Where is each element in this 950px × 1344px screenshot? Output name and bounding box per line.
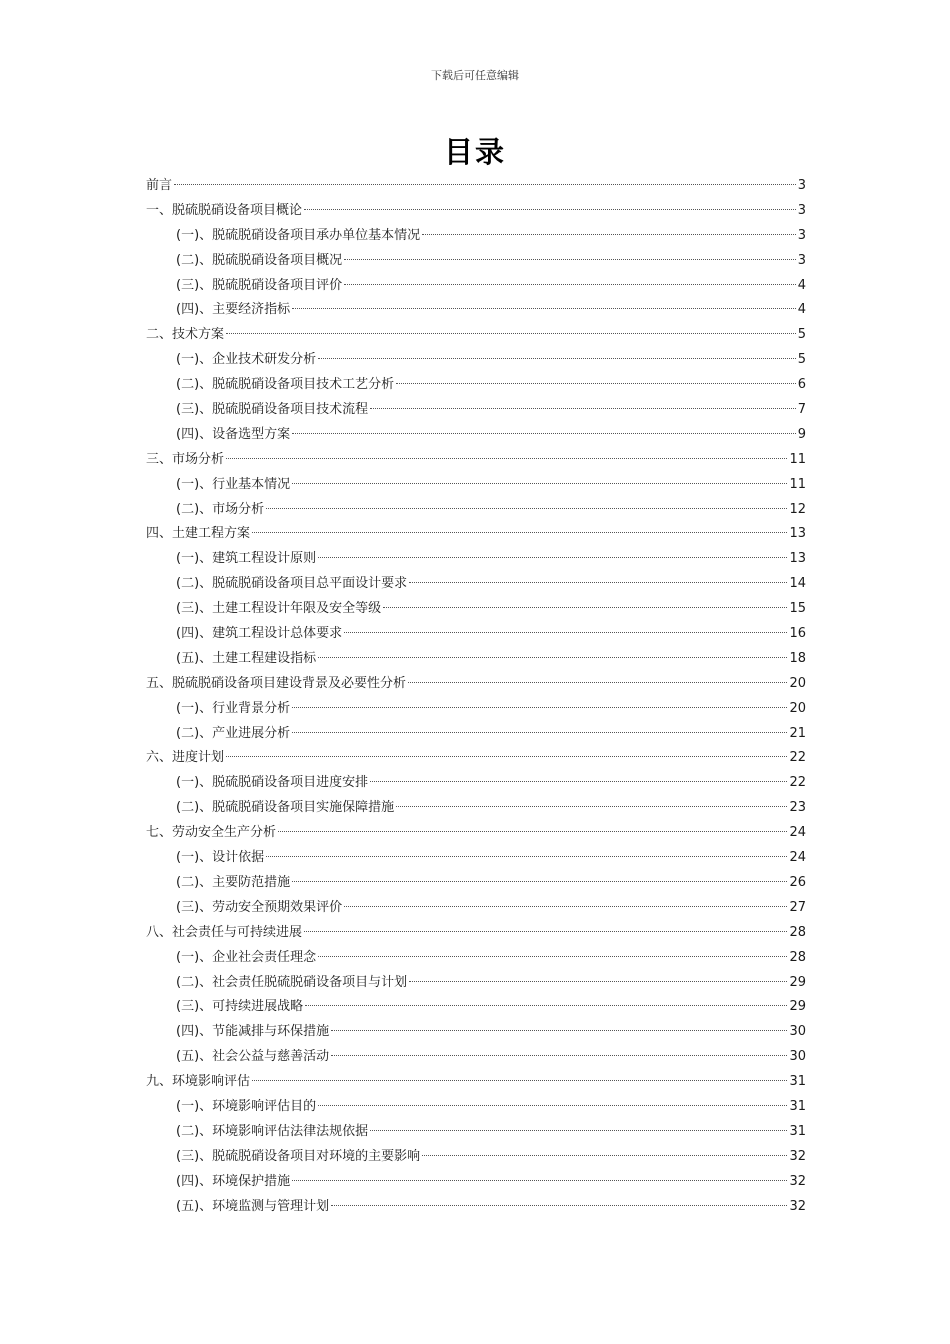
toc-dot-leader [331,1205,787,1206]
toc-section-entry[interactable] [146,1020,806,1045]
toc-section-entry[interactable] [146,771,806,796]
toc-dot-leader [318,358,796,359]
toc-entry-label: (四)、环境保护措施 [176,1173,291,1189]
toc-entry-page-number: 11 [789,476,806,492]
toc-dot-leader [292,732,787,733]
toc-dot-leader [344,632,787,633]
toc-entry-label: (二)、市场分析 [176,501,265,517]
toc-entry-label: (三)、劳动安全预期效果评价 [176,899,343,915]
toc-entry-page-number: 32 [789,1173,806,1189]
toc-dot-leader [292,881,787,882]
toc-entry-label: (二)、脱硫脱硝设备项目技术工艺分析 [176,377,395,393]
toc-entry-page-number: 3 [797,227,806,243]
toc-section-entry[interactable] [146,1145,806,1170]
toc-entry-page-number: 28 [789,949,806,965]
toc-entry-page-number: 20 [789,675,806,691]
toc-entry-page-number: 3 [797,178,806,193]
toc-entry-label: 六、进度计划 [146,750,225,766]
toc-dot-leader [331,1055,787,1056]
toc-entry-label: (一)、环境影响评估目的 [176,1098,317,1114]
toc-dot-leader [304,209,796,210]
toc-dot-leader [278,831,787,832]
toc-dot-leader [331,1030,787,1031]
toc-entry-page-number: 6 [797,377,806,393]
toc-dot-leader [292,1180,787,1181]
toc-section-entry[interactable] [146,348,806,373]
toc-entry-page-number: 5 [797,327,806,343]
toc-dot-leader [226,756,787,757]
toc-entry-label: 九、环境影响评估 [146,1074,251,1090]
toc-entry-label: (二)、脱硫脱硝设备项目总平面设计要求 [176,576,408,592]
toc-chapter-entry[interactable] [146,921,806,946]
toc-entry-page-number: 13 [789,526,806,542]
toc-entry-page-number: 4 [797,302,806,318]
toc-entry-page-number: 3 [797,252,806,268]
toc-entry-label: 前言 [146,178,173,193]
toc-dot-leader [409,582,787,583]
toc-section-entry[interactable] [146,1170,806,1195]
toc-section-entry[interactable] [146,971,806,996]
toc-entry-page-number: 11 [789,451,806,467]
toc-entry-page-number: 22 [789,750,806,766]
toc-section-entry[interactable] [146,423,806,448]
toc-entry-page-number: 16 [789,626,806,642]
toc-chapter-entry[interactable] [146,746,806,771]
toc-entry-page-number: 5 [797,352,806,368]
toc-entry-page-number: 3 [797,202,806,218]
toc-section-entry[interactable] [146,697,806,722]
toc-entry-label: (一)、脱硫脱硝设备项目进度安排 [176,775,369,791]
toc-section-entry[interactable] [146,274,806,299]
toc-section-entry[interactable] [146,647,806,672]
toc-entry-label: (二)、社会责任脱硫脱硝设备项目与计划 [176,974,408,990]
table-of-contents [146,174,806,1219]
toc-entry-label: 五、脱硫脱硝设备项目建设背景及必要性分析 [146,675,407,691]
toc-chapter-entry[interactable] [146,1070,806,1095]
toc-section-entry[interactable] [146,946,806,971]
toc-entry-label: (四)、设备选型方案 [176,426,291,442]
toc-entry-label: (二)、脱硫脱硝设备项目概况 [176,252,343,268]
toc-dot-leader [292,433,796,434]
toc-section-entry[interactable] [146,796,806,821]
toc-entry-page-number: 12 [789,501,806,517]
toc-entry-label: (一)、企业社会责任理念 [176,949,317,965]
toc-entry-label: (四)、主要经济指标 [176,302,291,318]
toc-entry-page-number: 30 [789,1049,806,1065]
toc-entry-label: (五)、环境监测与管理计划 [176,1198,330,1214]
toc-entry-page-number: 4 [797,277,806,293]
toc-section-entry[interactable] [146,547,806,572]
toc-entry-page-number: 7 [797,402,806,418]
toc-chapter-entry[interactable] [146,672,806,697]
toc-entry-label: (三)、脱硫脱硝设备项目评价 [176,277,343,293]
toc-dot-leader [318,657,787,658]
toc-dot-leader [304,931,787,932]
toc-entry-label: (五)、社会公益与慈善活动 [176,1049,330,1065]
toc-chapter-entry[interactable] [146,448,806,473]
toc-entry-label: (二)、环境影响评估法律法规依据 [176,1123,369,1139]
toc-entry-label: (三)、土建工程设计年限及安全等级 [176,601,382,617]
toc-entry-label: (二)、产业进展分析 [176,725,291,741]
page-header-note: 下载后可任意编辑 [431,69,519,82]
toc-section-entry[interactable] [146,597,806,622]
toc-entry-page-number: 23 [789,800,806,816]
toc-entry-page-number: 28 [789,924,806,940]
toc-entry-label: 八、社会责任与可持续进展 [146,924,303,940]
toc-entry-page-number: 13 [789,551,806,567]
toc-entry-page-number: 32 [789,1198,806,1214]
toc-entry-page-number: 24 [789,825,806,841]
toc-section-entry[interactable] [146,846,806,871]
toc-entry-label: (一)、行业背景分析 [176,700,291,716]
toc-section-entry[interactable] [146,224,806,249]
toc-chapter-entry[interactable] [146,821,806,846]
toc-entry-label: (一)、建筑工程设计原则 [176,551,317,567]
toc-entry-label: 七、劳动安全生产分析 [146,825,277,841]
toc-entry-page-number: 14 [789,576,806,592]
toc-entry-label: 二、技术方案 [146,327,225,343]
toc-dot-leader [318,1105,787,1106]
toc-dot-leader [226,458,787,459]
toc-entry-page-number: 21 [789,725,806,741]
toc-entry-page-number: 29 [789,999,806,1015]
toc-chapter-entry[interactable] [146,323,806,348]
toc-dot-leader [344,259,796,260]
toc-section-entry[interactable] [146,995,806,1020]
toc-section-entry[interactable] [146,1095,806,1120]
toc-dot-leader [422,1155,787,1156]
toc-section-entry[interactable] [146,1045,806,1070]
toc-dot-leader [318,557,787,558]
toc-entry-page-number: 29 [789,974,806,990]
toc-entry-page-number: 31 [789,1123,806,1139]
toc-dot-leader [422,234,796,235]
toc-dot-leader [292,707,787,708]
toc-section-entry[interactable] [146,1195,806,1220]
toc-chapter-entry[interactable] [146,174,806,199]
toc-entry-page-number: 9 [797,426,806,442]
toc-dot-leader [252,532,787,533]
toc-dot-leader [305,1005,787,1006]
toc-entry-page-number: 26 [789,874,806,890]
toc-dot-leader [396,383,796,384]
toc-entry-page-number: 30 [789,1024,806,1040]
toc-chapter-entry[interactable] [146,522,806,547]
toc-dot-leader [370,408,796,409]
toc-section-entry[interactable] [146,871,806,896]
toc-dot-leader [409,981,787,982]
toc-entry-label: (五)、土建工程建设指标 [176,650,317,666]
toc-entry-label: (二)、脱硫脱硝设备项目实施保障措施 [176,800,395,816]
toc-section-entry[interactable] [146,896,806,921]
toc-dot-leader [370,1130,787,1131]
toc-section-entry[interactable] [146,298,806,323]
toc-entry-page-number: 32 [789,1148,806,1164]
toc-section-entry[interactable] [146,249,806,274]
toc-chapter-entry[interactable] [146,199,806,224]
toc-dot-leader [383,607,787,608]
toc-dot-leader [370,781,787,782]
toc-entry-page-number: 22 [789,775,806,791]
toc-section-entry[interactable] [146,498,806,523]
toc-entry-label: 一、脱硫脱硝设备项目概论 [146,202,303,218]
toc-entry-label: (二)、主要防范措施 [176,874,291,890]
toc-dot-leader [344,284,796,285]
toc-entry-label: (一)、企业技术研发分析 [176,352,317,368]
toc-dot-leader [252,1080,787,1081]
toc-entry-label: (三)、可持续进展战略 [176,999,304,1015]
toc-dot-leader [344,906,787,907]
toc-dot-leader [292,483,787,484]
toc-entry-label: (四)、节能减排与环保措施 [176,1024,330,1040]
toc-entry-page-number: 24 [789,850,806,866]
toc-entry-page-number: 31 [789,1098,806,1114]
toc-dot-leader [266,508,787,509]
toc-entry-label: (三)、脱硫脱硝设备项目技术流程 [176,402,369,418]
toc-dot-leader [266,856,787,857]
toc-entry-page-number: 27 [789,899,806,915]
toc-dot-leader [226,333,796,334]
toc-dot-leader [174,184,796,185]
toc-dot-leader [396,806,787,807]
toc-section-entry[interactable] [146,1120,806,1145]
toc-entry-label: (一)、脱硫脱硝设备项目承办单位基本情况 [176,227,421,243]
toc-entry-label: (一)、行业基本情况 [176,476,291,492]
toc-section-entry[interactable] [146,572,806,597]
toc-title: 目录 [443,135,506,169]
toc-entry-label: 三、市场分析 [146,451,225,467]
toc-entry-page-number: 15 [789,601,806,617]
toc-entry-page-number: 31 [789,1074,806,1090]
toc-section-entry[interactable] [146,473,806,498]
toc-entry-label: (四)、建筑工程设计总体要求 [176,626,343,642]
toc-entry-label: (一)、设计依据 [176,850,265,866]
toc-section-entry[interactable] [146,398,806,423]
toc-section-entry[interactable] [146,722,806,747]
toc-dot-leader [318,956,787,957]
toc-entry-page-number: 18 [789,650,806,666]
toc-entry-label: (三)、脱硫脱硝设备项目对环境的主要影响 [176,1148,421,1164]
toc-dot-leader [292,308,796,309]
toc-dot-leader [408,682,787,683]
toc-section-entry[interactable] [146,373,806,398]
toc-entry-page-number: 20 [789,700,806,716]
toc-section-entry[interactable] [146,622,806,647]
toc-entry-label: 四、土建工程方案 [146,526,251,542]
